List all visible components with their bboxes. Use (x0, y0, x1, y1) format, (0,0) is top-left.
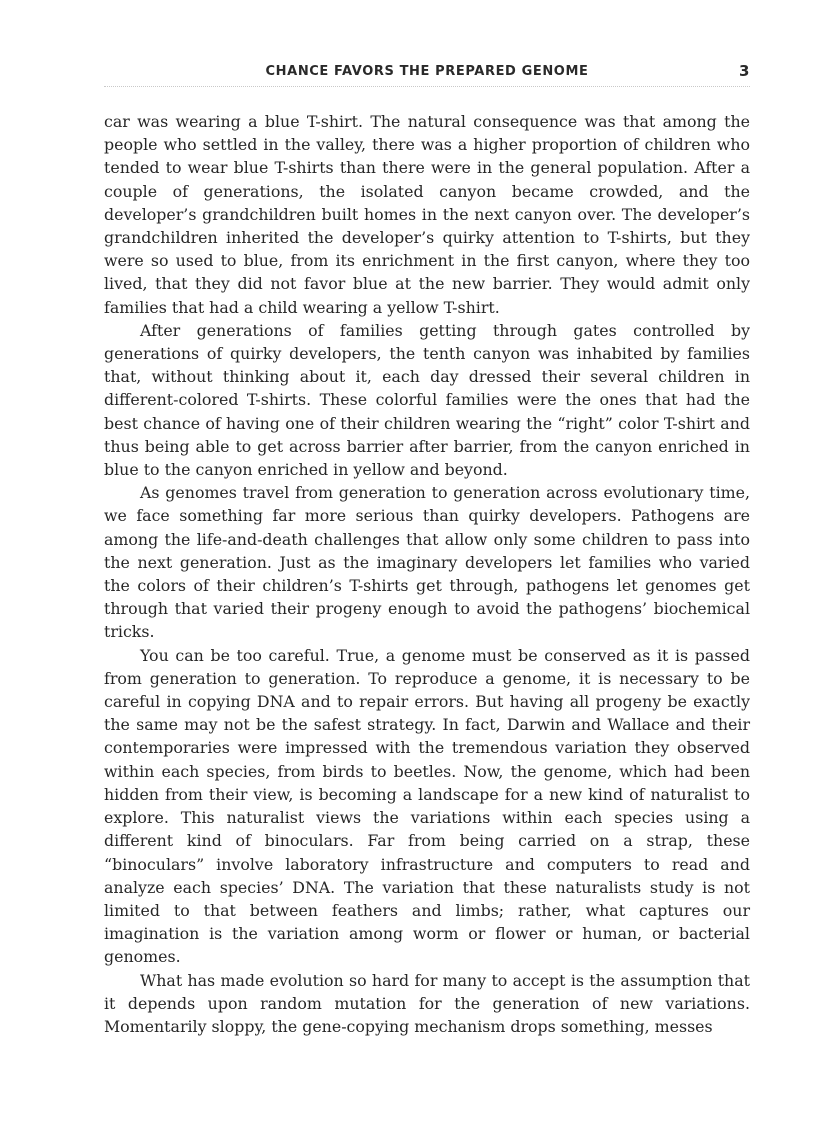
paragraph: car was wearing a blue T-shirt. The natural consequence was that among the people who settled in the valley, there was a higher proportion of children who tended to wear blue T-shirts than there were in the general population. After a couple of generations, the isolated canyon became crowded, and the developer’s grandchildren built homes in the next canyon over. The developer’s grandchildren inherited the developer’s quirky attention to T-shirts, but they were so used to blue, from its enrichment in the first canyon, where they too lived, that they did not favor blue at the new barrier. They would admit only families that had a child wearing a yellow T-shirt. (104, 112, 750, 317)
paragraph: After generations of families getting through gates controlled by generations of quirky developers, the tenth canyon was inhabited by families that, without thinking about it, each day dressed their several children in different-colored T-shirts. These colorful families were the ones that had the best chance of having one of their children wearing the “right” color T-shirt and thus being able to get across barrier after barrier, from the canyon enriched in blue to the canyon enriched in yellow and beyond. (104, 320, 750, 480)
body-text (104, 110, 750, 1038)
running-title: CHANCE FAVORS THE PREPARED GENOME (265, 64, 589, 79)
paragraph: You can be too careful. True, a genome must be conserved as it is passed from generation to generation. To reproduce a genome, it is necessary to be careful in copying DNA and to repair errors. But having all progeny be exactly the same may not be the safest strategy. In fact, Darwin and Wallace and their contemporaries were impressed with the tremendous variation they observed within each species, from birds to beetles. Now, the genome, which had been hidden from their view, is becoming a landscape for a new kind of naturalist to explore. This naturalist views the variations within each species using a different kind of binoculars. Far from being carried on a strap, these “binoculars” involve laboratory infrastructure and computers to read and analyze each species’ DNA. The variation that these naturalists study is not limited to that between feathers and limbs; rather, what captures our imagination is the variation among worm or flower or human, or bacterial genomes. (104, 645, 750, 967)
running-head (104, 60, 750, 87)
page-number: 3 (738, 62, 750, 80)
paragraph: What has made evolution so hard for many to accept is the assumption that it depends upon random mutation for the generation of new variations. Momentarily sloppy, the gene-copying mechanism drops something, messes (104, 970, 750, 1036)
paragraph: As genomes travel from generation to generation across evolutionary time, we face something far more serious than quirky developers. Pathogens are among the life-and-death challenges that allow only some children to pass into the next generation. Just as the imaginary developers let families who varied the colors of their children’s T-shirts get through, pathogens let genomes get through that varied their progeny enough to avoid the pathogens’ biochemical tricks. (104, 483, 750, 642)
